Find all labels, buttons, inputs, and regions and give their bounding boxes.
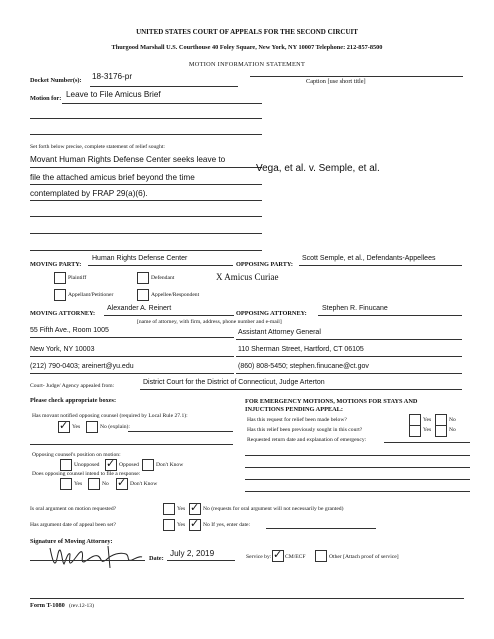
defendant-checkbox[interactable] xyxy=(137,272,149,284)
moving-attorney-address1[interactable]: 55 Fifth Ave., Room 1005 xyxy=(30,327,109,334)
blank-line xyxy=(245,491,470,492)
court-judge-value[interactable]: District Court for the District of Connecticut, Judge Arterton xyxy=(143,379,325,386)
plaintiff-checkbox[interactable] xyxy=(54,272,66,284)
motion-for-label: Motion for: xyxy=(30,95,62,102)
signature-underline xyxy=(30,560,145,561)
moving-party-underline xyxy=(88,265,233,266)
argument-date-no-label: No If yes, enter date: xyxy=(203,522,251,528)
blank-line xyxy=(30,233,262,234)
opposing-party-underline xyxy=(299,265,462,266)
emergency-q3: Requested return date and explanation of emergency: xyxy=(247,437,367,443)
opposing-attorney-address[interactable]: 110 Sherman Street, Hartford, CT 06105 xyxy=(238,346,364,353)
notified-question: Has movant notified opposing counsel (required by Local Rule 27.1): xyxy=(32,413,188,419)
relief-line[interactable]: contemplated by FRAP 29(a)(6). xyxy=(30,189,148,198)
caption-value[interactable]: Vega, et al. v. Semple, et al. xyxy=(256,163,380,174)
date-value[interactable]: July 2, 2019 xyxy=(170,549,215,558)
argument-date-underline xyxy=(266,528,376,529)
moving-party-value[interactable]: Human Rights Defense Center xyxy=(92,255,188,262)
emergency-q2-no-checkbox[interactable] xyxy=(435,425,447,437)
checkboxes-title: Please check appropriate boxes: xyxy=(30,397,117,404)
docket-label: Docket Number(s): xyxy=(30,77,82,84)
unopposed-checkbox[interactable] xyxy=(60,459,72,471)
underline xyxy=(30,373,234,374)
no-label: No xyxy=(449,427,456,433)
caption-underline xyxy=(250,76,463,77)
argument-date-yes-checkbox[interactable] xyxy=(163,519,175,531)
relief-underline xyxy=(30,200,262,201)
no-label: No xyxy=(102,481,109,487)
opposing-party-value[interactable]: Scott Semple, et al., Defendants-Appellees xyxy=(302,255,436,262)
underline xyxy=(236,339,462,340)
plaintiff-label: Plaintiff xyxy=(68,275,87,281)
opposing-attorney-label: OPPOSING ATTORNEY: xyxy=(236,310,307,317)
moving-attorney-name[interactable]: Alexander A. Reinert xyxy=(107,305,172,312)
yes-label: Yes xyxy=(177,522,186,528)
response-yes-checkbox[interactable] xyxy=(60,478,72,490)
blank-line xyxy=(245,467,470,468)
emergency-q2: Has this relief been previously sought in this court? xyxy=(247,427,363,433)
blank-line xyxy=(30,444,233,445)
position-question: Opposing counsel's position on motion: xyxy=(32,452,121,458)
docket-underline xyxy=(90,86,238,87)
yes-label: Yes xyxy=(423,427,432,433)
form-revision: (rev.12-13) xyxy=(69,603,94,609)
opposing-attorney-contact[interactable]: (860) 808-5450; stephen.finucane@ct.gov xyxy=(238,363,369,370)
relief-line[interactable]: file the attached amicus brief beyond the time xyxy=(30,173,195,182)
appellee-checkbox[interactable] xyxy=(137,289,149,301)
court-judge-underline xyxy=(140,389,462,390)
check-icon: ✓ xyxy=(117,476,127,489)
dont-know-label: Don't Know xyxy=(130,481,158,487)
attorney-note: [name of attorney, with firm, address, phone number and e-mail] xyxy=(137,319,282,325)
docket-value[interactable]: 18-3176-pr xyxy=(92,72,133,81)
other-service-checkbox[interactable] xyxy=(315,550,327,562)
emergency-date-underline xyxy=(384,442,470,443)
signature-image xyxy=(46,540,146,570)
form-title: MOTION INFORMATION STATEMENT xyxy=(188,61,306,68)
check-icon: ✓ xyxy=(106,457,116,470)
response-no-checkbox[interactable] xyxy=(88,478,100,490)
opposing-attorney-underline xyxy=(318,315,462,316)
cm-ecf-label: CM/ECF xyxy=(285,554,306,560)
underline xyxy=(30,356,234,357)
relief-underline xyxy=(30,184,262,185)
blank-line xyxy=(30,134,262,135)
dont-know-label: Don't Know xyxy=(156,462,184,468)
relief-label: Set forth below precise, complete statement of relief sought: xyxy=(30,144,165,150)
opposing-attorney-name[interactable]: Stephen R. Finucane xyxy=(322,305,388,312)
opposed-label: Opposed xyxy=(119,462,139,468)
date-label: Date: xyxy=(149,555,164,562)
check-icon: ✓ xyxy=(190,517,200,530)
appellee-label: Appellee/Respondent xyxy=(151,292,200,298)
notified-no-checkbox[interactable] xyxy=(86,421,98,433)
signature-label: Signature of Moving Attorney: xyxy=(30,538,113,545)
blank-line xyxy=(30,216,262,217)
dont-know-position-checkbox[interactable] xyxy=(142,459,154,471)
check-icon: ✓ xyxy=(190,501,200,514)
unopposed-label: Unopposed xyxy=(74,462,100,468)
moving-attorney-label: MOVING ATTORNEY: xyxy=(30,310,96,317)
defendant-label: Defendant xyxy=(151,275,175,281)
check-icon: ✓ xyxy=(273,548,283,561)
blank-line xyxy=(245,479,470,480)
underline xyxy=(236,373,462,374)
no-explain-label: No (explain): xyxy=(100,424,130,430)
oral-no-label: No (requests for oral argument will not necessarily be granted) xyxy=(203,506,344,512)
explain-underline xyxy=(128,431,233,432)
yes-label: Yes xyxy=(74,481,83,487)
underline xyxy=(30,337,234,338)
oral-question: Is oral argument on motion requested? xyxy=(30,506,117,512)
opposing-attorney-title[interactable]: Assistant Attorney General xyxy=(238,329,321,336)
date-underline xyxy=(167,560,235,561)
form-number: Form T-1080 xyxy=(30,602,65,609)
emergency-title-2: INJUCTIONS PENDING APPEAL: xyxy=(245,406,343,413)
moving-party-label: MOVING PARTY: xyxy=(30,261,82,268)
response-question: Does opposing counsel intend to file a response: xyxy=(32,471,141,477)
yes-label: Yes xyxy=(423,417,432,423)
moving-attorney-underline xyxy=(104,315,234,316)
appellant-checkbox[interactable] xyxy=(54,289,66,301)
footer-rule xyxy=(30,598,464,599)
motion-for-value[interactable]: Leave to File Amicus Brief xyxy=(66,90,161,99)
moving-attorney-contact[interactable]: (212) 790-0403; areinert@yu.edu xyxy=(30,363,134,370)
yes-label: Yes xyxy=(72,424,81,430)
underline xyxy=(236,356,462,357)
court-address: Thurgood Marshall U.S. Courthouse 40 Foley Square, New York, NY 10007 Telephone: 212-857-8500 xyxy=(111,44,383,51)
emergency-q1: Has this request for relief been made below? xyxy=(247,417,347,423)
other-service-label: Other [Attach proof of service] xyxy=(329,554,399,560)
service-label: Service by: xyxy=(246,554,272,560)
relief-line[interactable]: Movant Human Rights Defense Center seeks leave to xyxy=(30,155,226,164)
court-judge-label: Court- Judge/ Agency appealed from: xyxy=(30,383,115,389)
argument-date-question: Has argument date of appeal been set? xyxy=(30,522,116,528)
caption-label: Caption [use short title] xyxy=(306,78,366,85)
moving-attorney-address2[interactable]: New York, NY 10003 xyxy=(30,346,95,353)
blank-line xyxy=(30,118,262,119)
appellant-label: Appellant/Petitioner xyxy=(68,292,114,298)
relief-underline xyxy=(30,167,262,168)
emergency-title: FOR EMERGENCY MOTIONS, MOTIONS FOR STAYS AND xyxy=(245,398,418,405)
blank-line xyxy=(245,455,470,456)
no-label: No xyxy=(449,417,456,423)
check-icon: ✓ xyxy=(59,419,69,432)
court-name: UNITED STATES COURT OF APPEALS FOR THE SECOND CIRCUIT xyxy=(136,28,358,36)
amicus-curiae-text: X Amicus Curiae xyxy=(216,272,279,282)
opposing-party-label: OPPOSING PARTY: xyxy=(236,261,293,268)
yes-label: Yes xyxy=(177,506,186,512)
emergency-q2-yes-checkbox[interactable] xyxy=(409,425,421,437)
blank-line xyxy=(30,250,262,251)
oral-yes-checkbox[interactable] xyxy=(163,503,175,515)
motion-for-underline xyxy=(62,103,262,104)
